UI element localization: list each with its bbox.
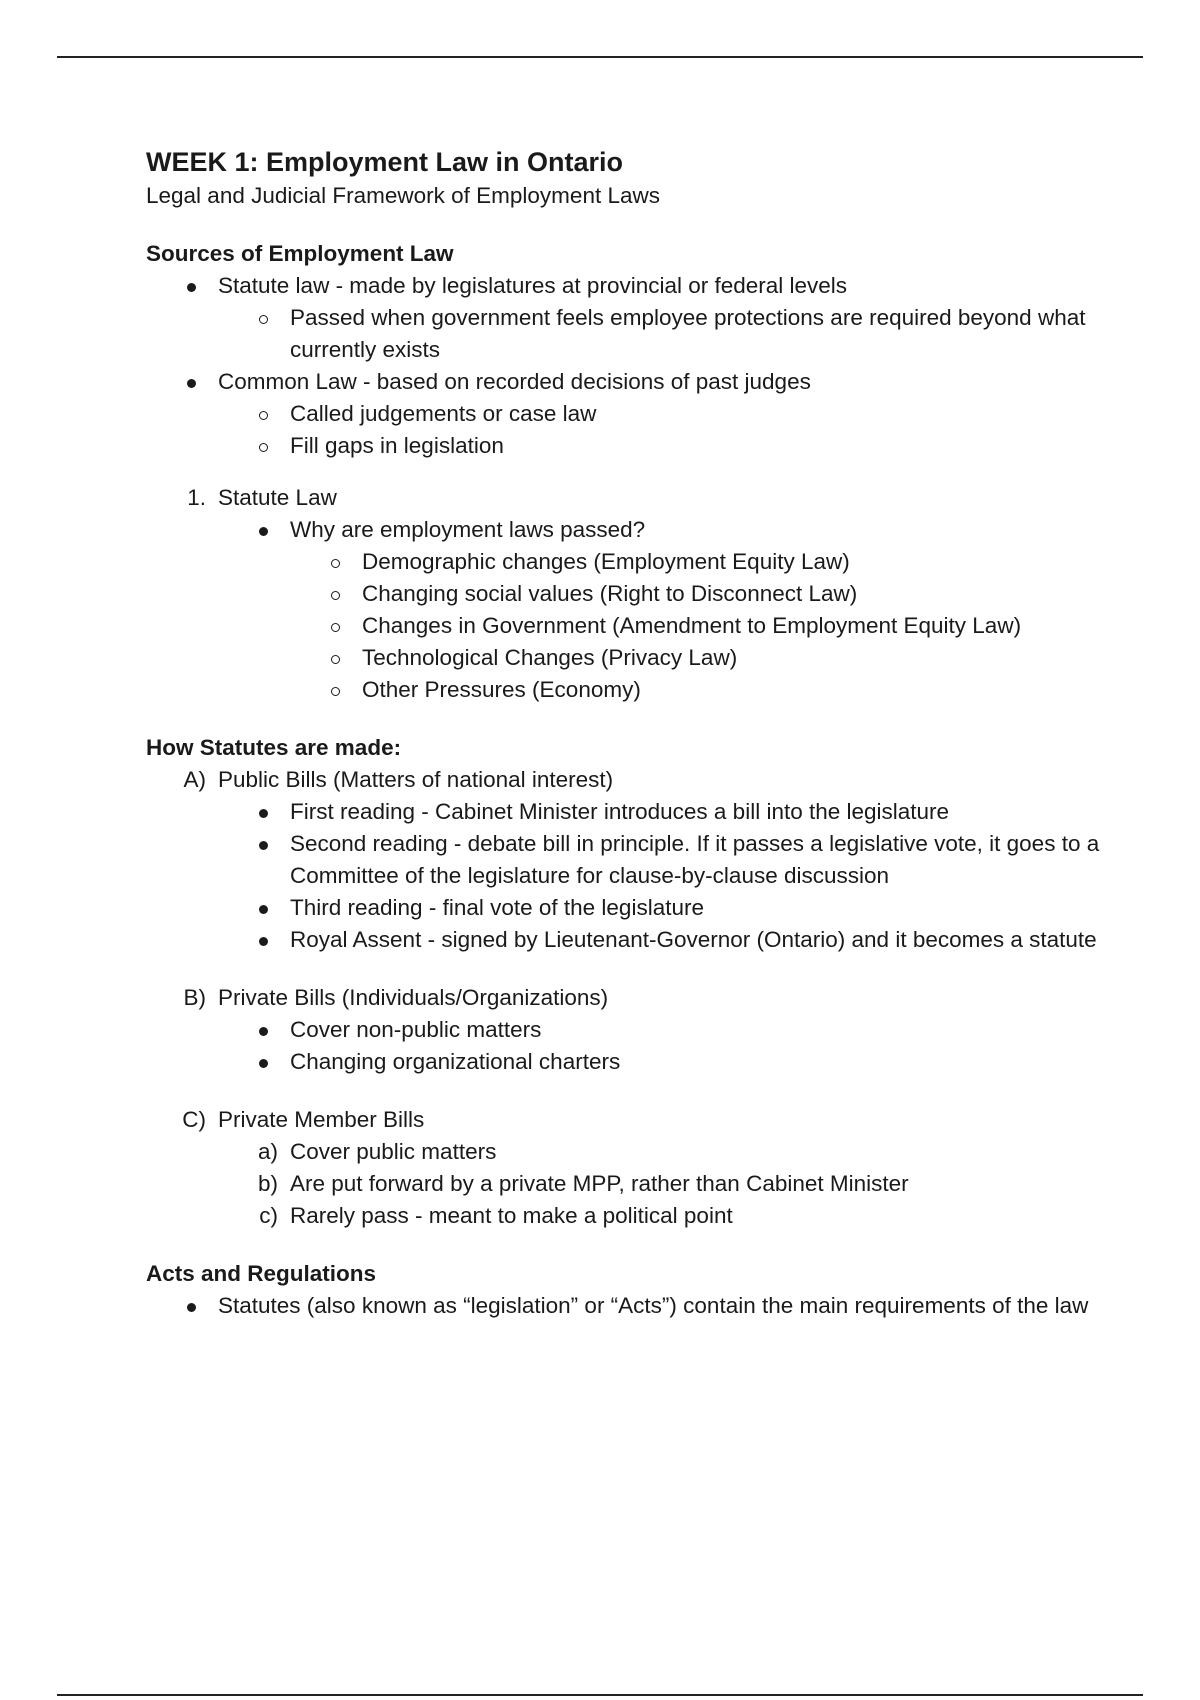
how-statutes-heading: How Statutes are made: [146, 735, 402, 760]
list-item [146, 1290, 1106, 1322]
hollow-bullet-icon [310, 674, 350, 706]
list-item-text: Changing organizational charters [290, 1049, 621, 1074]
list-item-text: Royal Assent - signed by Lieutenant-Governor (Ontario) and it becomes a statute [290, 927, 1097, 952]
list-item-text: Public Bills (Matters of national interest) [218, 767, 614, 792]
list-item [146, 1104, 1106, 1136]
list-item-text: Statutes (also known as “legislation” or “Acts”) contain the main requirements of the law [218, 1293, 1089, 1318]
list-number: 1. [187, 485, 206, 510]
list-item-text: Changes in Government (Amendment to Employment Equity Law) [362, 613, 1022, 638]
bullet-icon [166, 366, 206, 398]
spacer [146, 462, 1106, 482]
list-item [146, 610, 1106, 642]
list-letter: c) [259, 1203, 278, 1228]
list-item [146, 674, 1106, 706]
list-item [146, 892, 1106, 924]
list-letter: b) [257, 1171, 278, 1196]
bullet-icon [238, 828, 278, 860]
list-item-text: Cover non-public matters [290, 1017, 542, 1042]
list-item-text: Cover public matters [290, 1139, 497, 1164]
bullet-icon [238, 514, 278, 546]
list-item [146, 514, 1106, 546]
bullet-icon [238, 796, 278, 828]
list-item [146, 1046, 1106, 1078]
list-letter: a) [257, 1139, 278, 1164]
spacer [146, 1232, 1106, 1258]
list-item [146, 982, 1106, 1014]
spacer [146, 212, 1106, 238]
list-item [146, 1014, 1106, 1046]
list-item [146, 796, 1106, 828]
list-item-text: Other Pressures (Economy) [362, 677, 641, 702]
list-item [146, 430, 1106, 462]
list-item [146, 924, 1106, 956]
page-subtitle: Legal and Judicial Framework of Employment Laws [146, 183, 660, 208]
list-item [146, 398, 1106, 430]
spacer [146, 1078, 1106, 1104]
list-item [146, 828, 1106, 892]
list-letter: A) [183, 767, 206, 792]
hollow-bullet-icon [310, 642, 350, 674]
bullet-icon [238, 924, 278, 956]
bullet-icon [238, 1046, 278, 1078]
list-letter: C) [182, 1107, 206, 1132]
list-item-text: Private Bills (Individuals/Organizations) [218, 985, 609, 1010]
list-item [146, 1168, 1106, 1200]
list-item-text: Why are employment laws passed? [290, 517, 646, 542]
list-item [146, 642, 1106, 674]
list-item-text: Called judgements or case law [290, 401, 597, 426]
hollow-bullet-icon [238, 430, 278, 462]
list-item-text: Changing social values (Right to Disconnect Law) [362, 581, 858, 606]
hollow-bullet-icon [238, 398, 278, 430]
top-rule [57, 56, 1143, 58]
list-item [146, 764, 1106, 796]
hollow-bullet-icon [310, 610, 350, 642]
list-item-text: Passed when government feels employee protections are required beyond what currently exists [290, 305, 1086, 362]
list-item-text: Demographic changes (Employment Equity Law) [362, 549, 850, 574]
list-item-text: Second reading - debate bill in principle. If it passes a legislative vote, it goes to a Committee of the legislature for clause-by-clause discussion [290, 831, 1100, 888]
list-item [146, 366, 1106, 398]
list-item [146, 578, 1106, 610]
list-item [146, 302, 1106, 366]
list-item [146, 1136, 1106, 1168]
document-body [146, 144, 1106, 1322]
spacer [146, 706, 1106, 732]
list-item-text: Statute law - made by legislatures at provincial or federal levels [218, 273, 848, 298]
list-item-text: Common Law - based on recorded decisions of past judges [218, 369, 811, 394]
hollow-bullet-icon [310, 578, 350, 610]
list-item-text: Private Member Bills [218, 1107, 425, 1132]
list-item-text: Third reading - final vote of the legislature [290, 895, 704, 920]
bullet-icon [238, 892, 278, 924]
list-item-text: Fill gaps in legislation [290, 433, 504, 458]
spacer [146, 956, 1106, 982]
list-item-text: Technological Changes (Privacy Law) [362, 645, 738, 670]
list-item-text: First reading - Cabinet Minister introduces a bill into the legislature [290, 799, 950, 824]
list-item [146, 546, 1106, 578]
page-title: WEEK 1: Employment Law in Ontario [146, 147, 624, 177]
sources-heading: Sources of Employment Law [146, 241, 454, 266]
bullet-icon [238, 1014, 278, 1046]
list-item [146, 482, 1106, 514]
acts-heading: Acts and Regulations [146, 1261, 377, 1286]
hollow-bullet-icon [238, 302, 278, 334]
list-item-text: Are put forward by a private MPP, rather than Cabinet Minister [290, 1171, 909, 1196]
bullet-icon [166, 1290, 206, 1322]
bullet-icon [166, 270, 206, 302]
list-item-text: Statute Law [218, 485, 337, 510]
list-item [146, 1200, 1106, 1232]
bottom-rule [57, 1694, 1143, 1696]
hollow-bullet-icon [310, 546, 350, 578]
list-item-text: Rarely pass - meant to make a political point [290, 1203, 733, 1228]
list-item [146, 270, 1106, 302]
list-letter: B) [183, 985, 206, 1010]
